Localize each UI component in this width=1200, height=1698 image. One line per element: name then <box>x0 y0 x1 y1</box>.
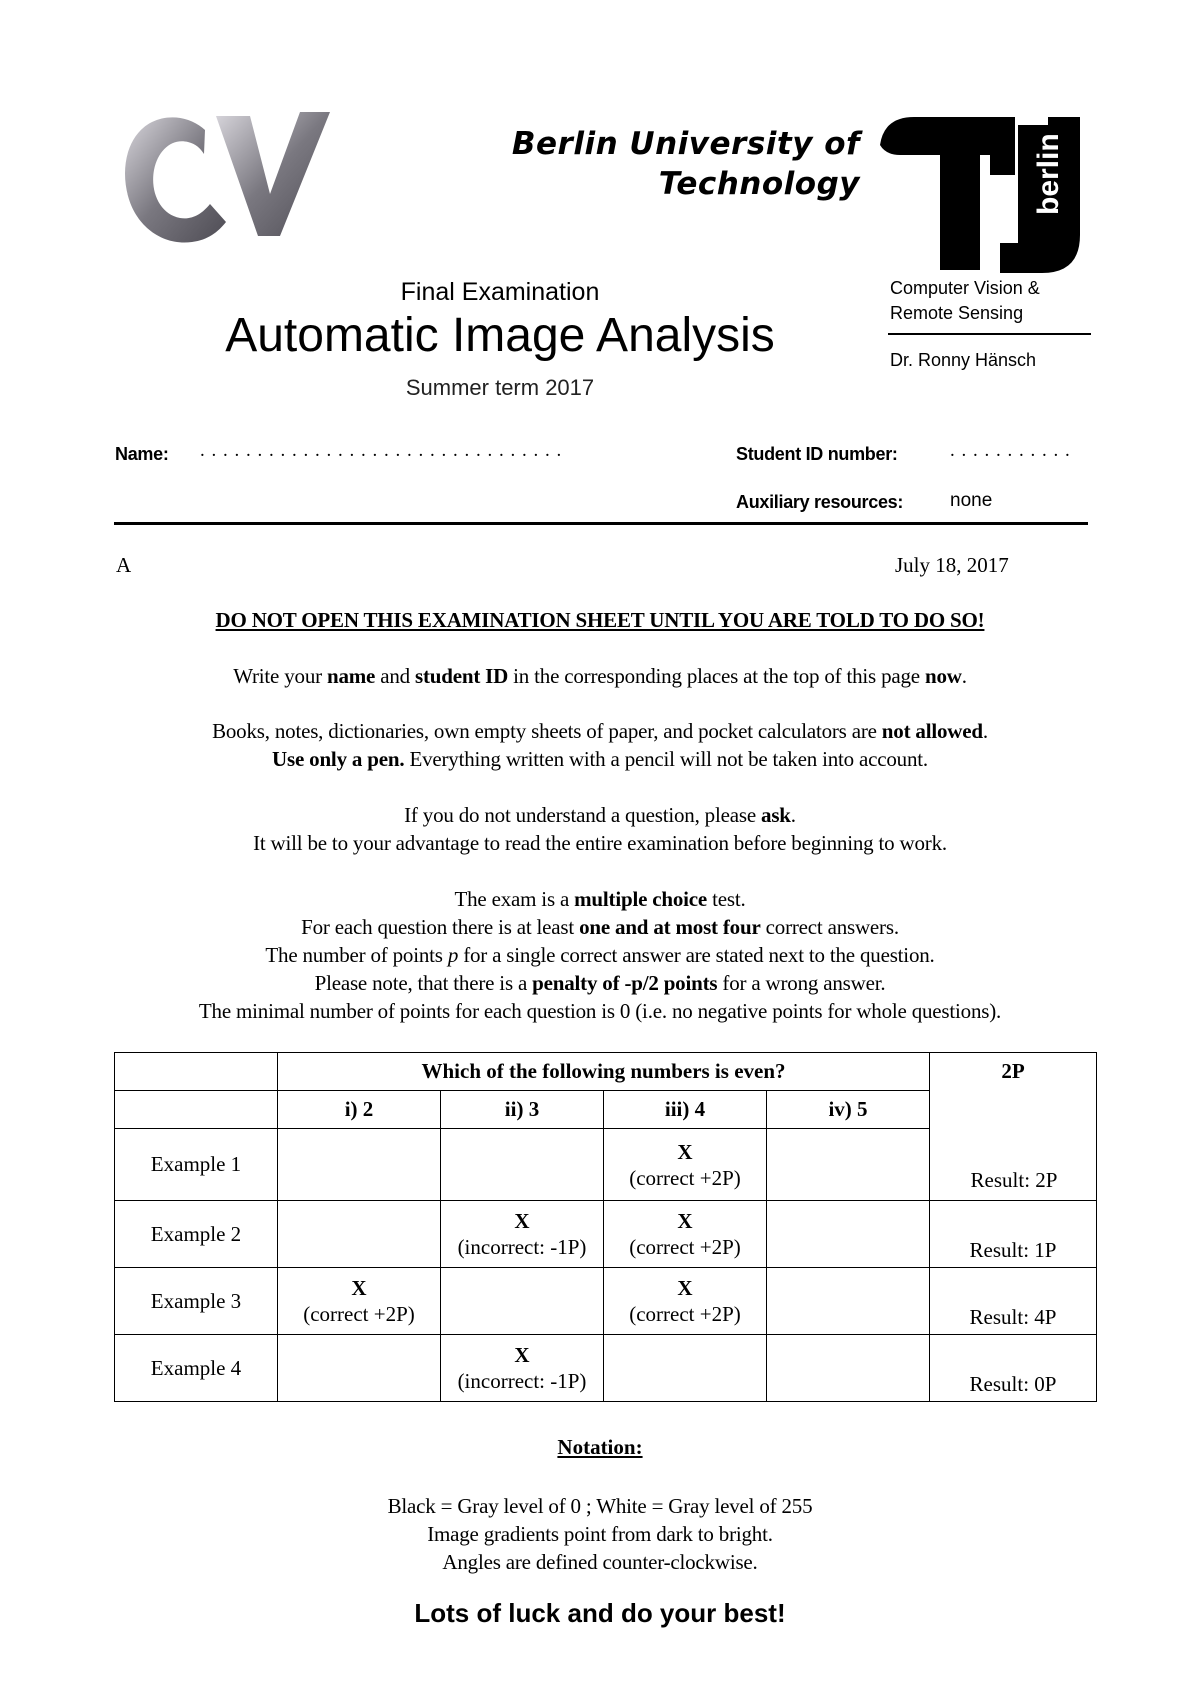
answer-cell <box>278 1335 441 1402</box>
exam-label: Final Examination <box>400 278 600 306</box>
instruction-penalty: Please note, that there is a penalty of -p/2 points for a wrong answer. <box>314 971 886 995</box>
instruction-answer-count: For each question there is at least one and at most four correct answers. <box>301 915 899 939</box>
answer-cell: X (correct +2P) <box>604 1129 767 1201</box>
tu-logo-text: berlin <box>1032 133 1065 215</box>
table-corner-cell <box>115 1053 278 1091</box>
department-divider <box>888 333 1091 335</box>
answer-cell <box>441 1268 604 1335</box>
lecturer-name: Dr. Ronny Hänsch <box>890 350 1037 370</box>
question-text: Which of the following numbers is even? <box>278 1053 930 1091</box>
example-label: Example 2 <box>115 1201 278 1268</box>
table-header-row <box>115 1053 1097 1091</box>
instruction-name-id: Write your name and student ID in the corresponding places at the top of this page now. <box>233 664 967 688</box>
answer-cell <box>767 1201 930 1268</box>
option-header: iii) 4 <box>604 1091 767 1129</box>
name-label: Name: <box>115 444 169 464</box>
option-header: i) 2 <box>278 1091 441 1129</box>
answer-cell: X (correct +2P) <box>604 1268 767 1335</box>
department-label: Computer Vision & Remote Sensing <box>890 278 1040 323</box>
exam-date: July 18, 2017 <box>895 553 1009 577</box>
table-row <box>115 1268 1097 1335</box>
notation-gradients: Image gradients point from dark to bright. <box>427 1522 773 1546</box>
instruction-read-all: It will be to your advantage to read the entire examination before beginning to work. <box>253 831 947 855</box>
result-cell: Result: 0P <box>930 1335 1097 1402</box>
answer-cell: X (correct +2P) <box>604 1201 767 1268</box>
result-cell: Result: 4P <box>930 1268 1097 1335</box>
name-field[interactable]: . . . . . . . . . . . . . . . . . . . . . . . . . . . . . . . . <box>200 440 563 461</box>
notation-angles: Angles are defined counter-clockwise. <box>442 1550 758 1574</box>
answer-cell <box>278 1201 441 1268</box>
table-row <box>115 1335 1097 1402</box>
option-header: iv) 5 <box>767 1091 930 1129</box>
question-points: 2P <box>930 1053 1097 1201</box>
example-label: Example 4 <box>115 1335 278 1402</box>
answer-cell: X (correct +2P) <box>278 1268 441 1335</box>
instruction-minimum: The minimal number of points for each question is 0 (i.e. no negative points for whole questions). <box>198 999 1002 1023</box>
instruction-multiple-choice: The exam is a multiple choice test. <box>454 887 746 911</box>
table-row <box>115 1201 1097 1268</box>
course-title: Automatic Image Analysis <box>225 309 775 362</box>
answer-cell <box>604 1335 767 1402</box>
example-label: Example 3 <box>115 1268 278 1335</box>
term-label: Summer term 2017 <box>405 375 595 400</box>
option-header: ii) 3 <box>441 1091 604 1129</box>
auxiliary-resources-value: none <box>950 490 993 511</box>
answer-cell <box>441 1129 604 1201</box>
student-id-label: Student ID number: <box>736 444 898 464</box>
result-cell: Result: 1P <box>930 1201 1097 1268</box>
tu-berlin-logo <box>880 115 1090 275</box>
warning-heading: DO NOT OPEN THIS EXAMINATION SHEET UNTIL YOU ARE TOLD TO DO SO! <box>215 608 985 632</box>
instruction-points: The number of points p for a single correct answer are stated next to the question. <box>265 943 935 967</box>
cv-logo <box>110 108 330 253</box>
closing-message: Lots of luck and do your best! <box>414 1598 786 1628</box>
header-divider <box>114 522 1088 525</box>
answer-cell <box>767 1268 930 1335</box>
instruction-materials: Books, notes, dictionaries, own empty sheets of paper, and pocket calculators are not allowed. <box>212 719 988 743</box>
university-name: Berlin University of Technology <box>511 126 860 202</box>
auxiliary-resources-label: Auxiliary resources: <box>736 492 904 512</box>
result-cell: Result: 2P <box>970 1168 1058 1192</box>
notation-gray-levels: Black = Gray level of 0 ; White = Gray level of 255 <box>387 1494 813 1518</box>
answer-cell <box>767 1129 930 1201</box>
instruction-pen: Use only a pen. Everything written with a pencil will not be taken into account. <box>272 747 928 771</box>
notation-title: Notation: <box>557 1435 643 1459</box>
student-id-field[interactable]: . . . . . . . . . . . <box>950 440 1071 461</box>
exam-variant: A <box>116 553 132 577</box>
example-table <box>114 1052 1097 1402</box>
instruction-ask: If you do not understand a question, please ask. <box>404 803 796 827</box>
options-label-cell <box>115 1091 278 1129</box>
example-label: Example 1 <box>115 1129 278 1201</box>
answer-cell: X (incorrect: -1P) <box>441 1335 604 1402</box>
answer-cell <box>278 1129 441 1201</box>
answer-cell: X (incorrect: -1P) <box>441 1201 604 1268</box>
answer-cell <box>767 1335 930 1402</box>
